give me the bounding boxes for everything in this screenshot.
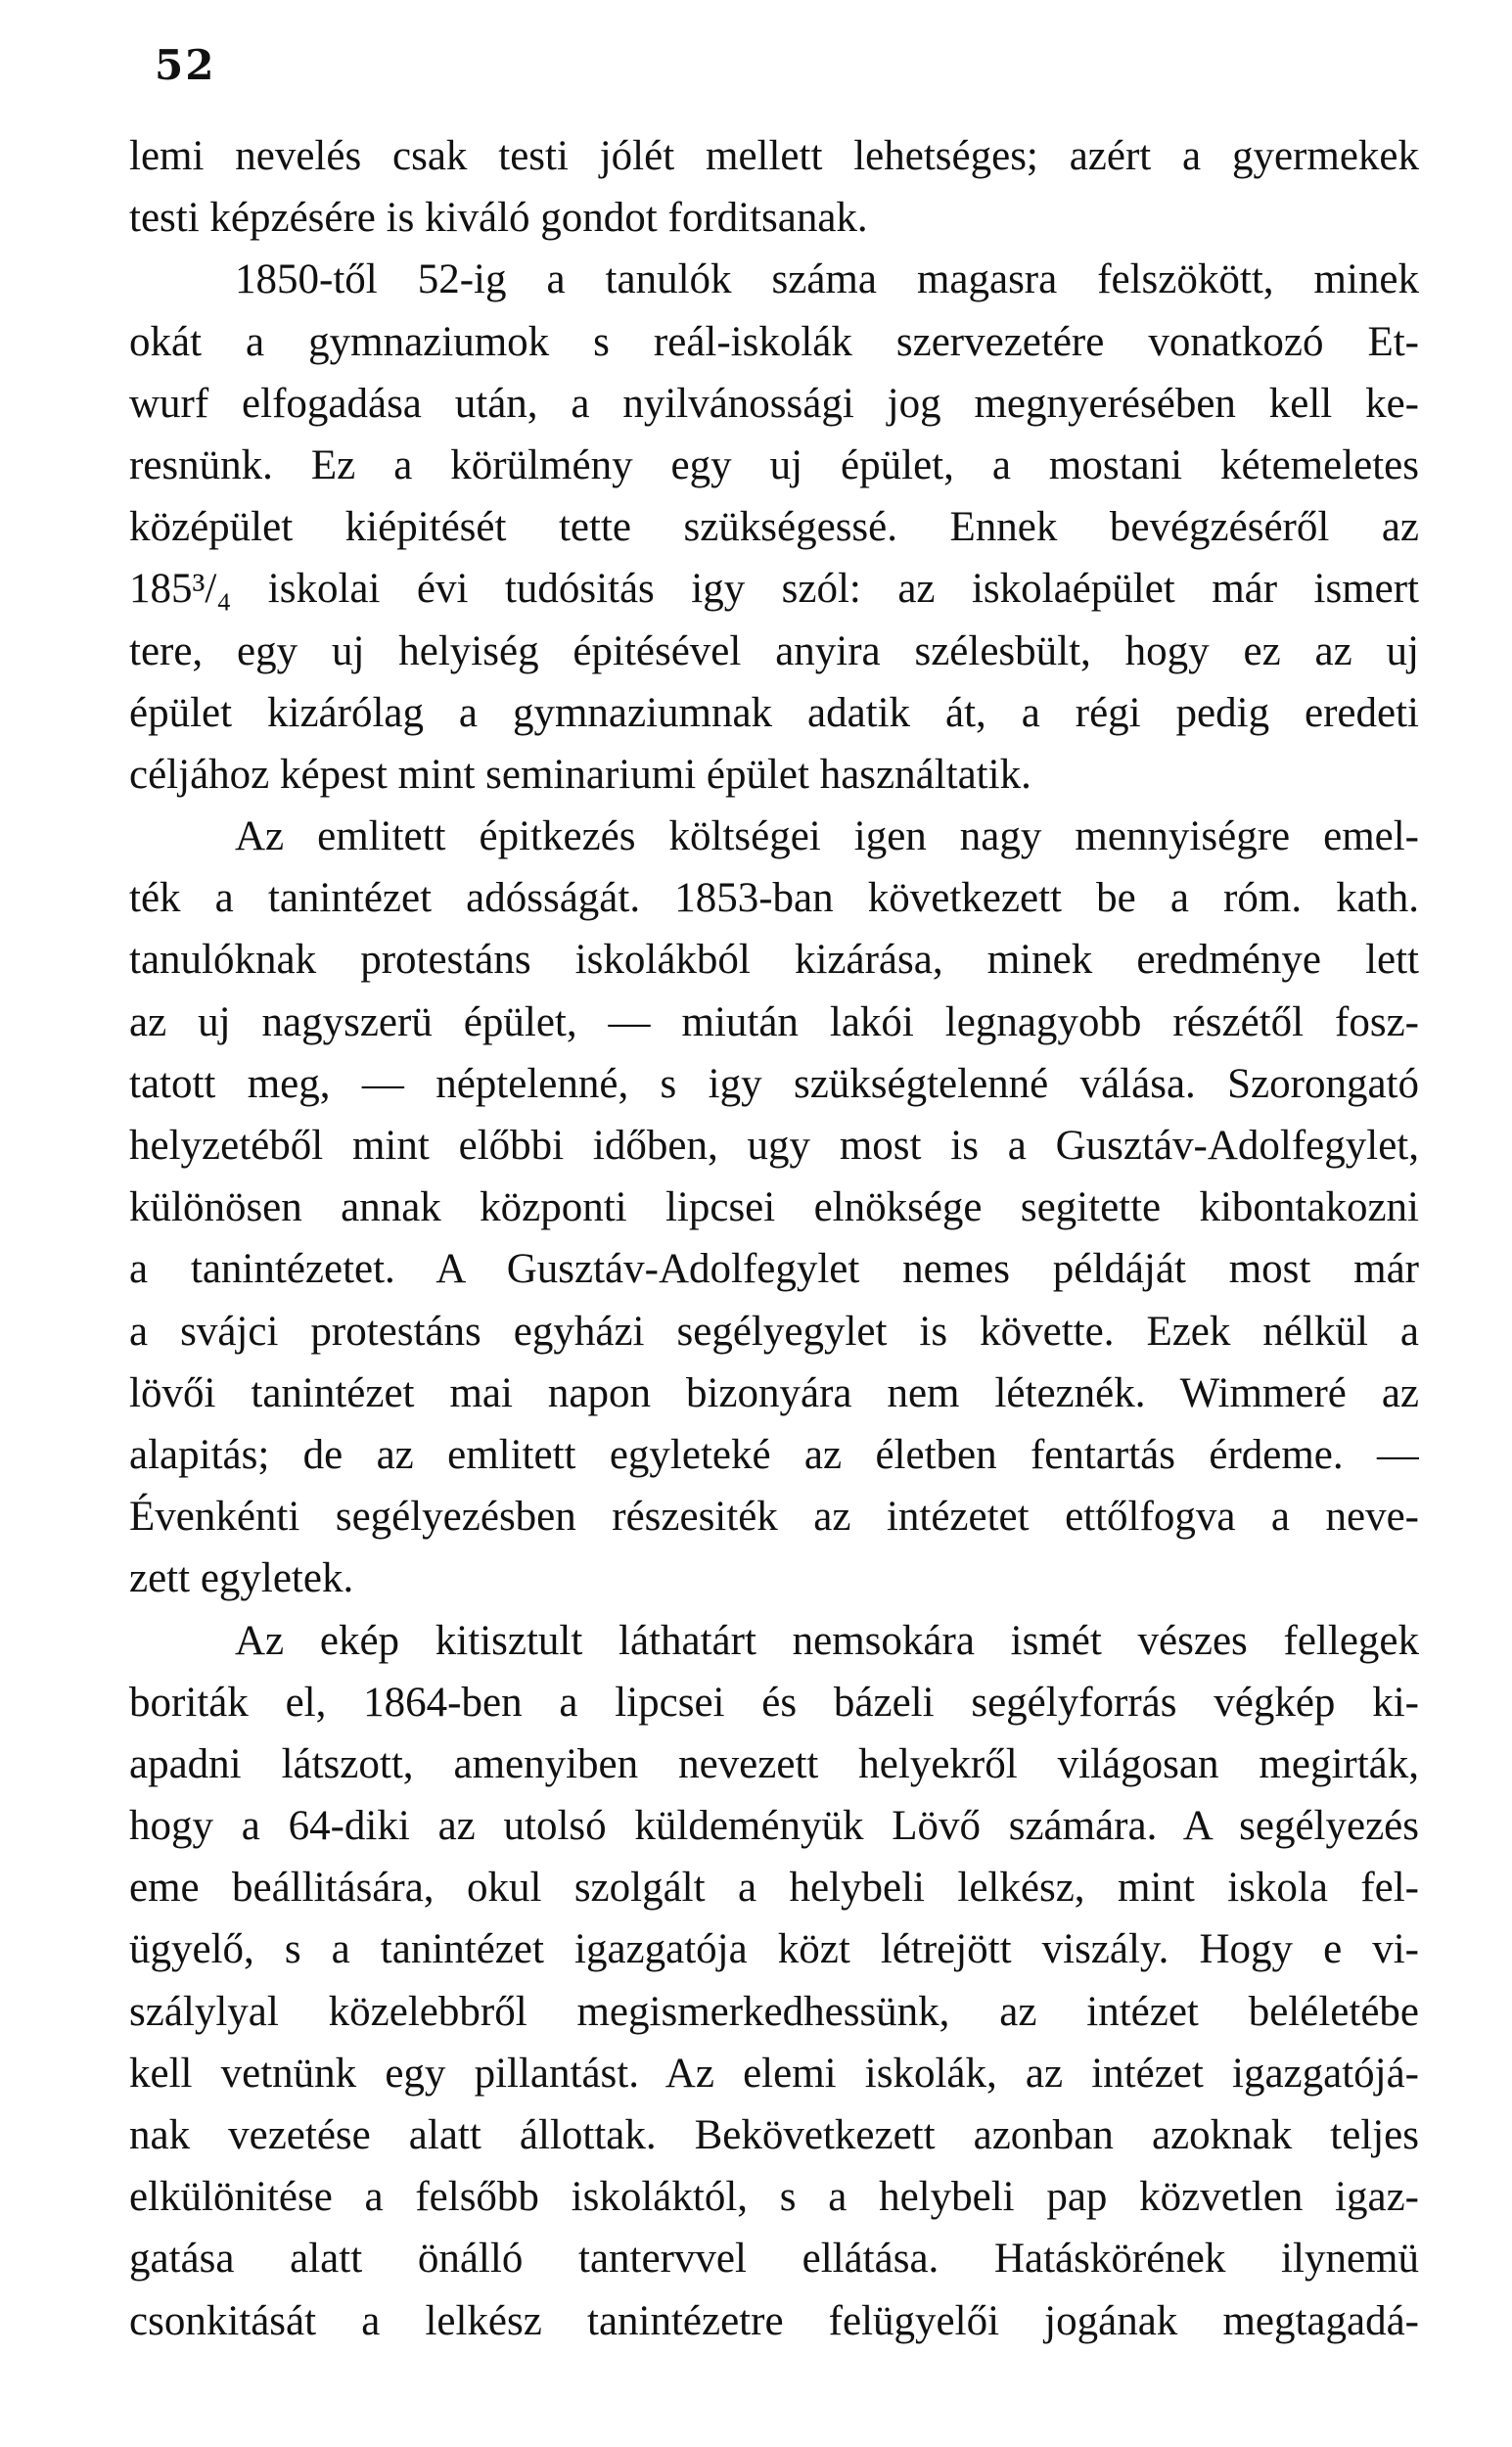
text-line: szálylyal közelebbről megismerkedhessünk, az intézet beléletébe [129,1988,1419,2035]
text-line: hogy a 64-diki az utolsó küldeményük Lövő számára. A segélyezés [129,1803,1419,1850]
text-line: boriták el, 1864-ben a lipcsei és bázeli segélyforrás végkép ki- [129,1679,1419,1726]
text-line: az uj nagyszerü épület, — miután lakói legnagyobb részétől fosz- [129,998,1419,1045]
text-line: csonkitását a lelkész tanintézetre felügyelői jogának megtagadá- [129,2297,1419,2344]
text-line: apadni látszott, amenyiben nevezett helyekről világosan megirták, [129,1740,1419,1787]
text-line: különösen annak központi lipcsei elnöksége segitette kibontakozni [129,1184,1419,1231]
text-line: testi képzésére is kiváló gondot forditsanak. [129,195,868,242]
text-line: eme beállitására, okul szolgált a helybeli lelkész, mint iskola fel- [129,1865,1419,1912]
text-line: Évenkénti segélyezésben részesiték az intézetet ettőlfogva a neve- [129,1494,1419,1541]
text-line: 1850-től 52-ig a tanulók száma magasra felszökött, minek [235,256,1419,303]
text-line: nak vezetése alatt állottak. Bekövetkezett azonban azoknak teljes [129,2112,1419,2158]
text-line: elkülönitése a felsőbb iskoláktól, s a helybeli pap közvetlen igaz- [129,2174,1419,2221]
text-line: céljához képest mint seminariumi épület használtatik. [129,751,1031,798]
text-line: resnünk. Ez a körülmény egy uj épület, a mostani kétemeletes [129,441,1419,488]
text-line: tere, egy uj helyiség épitésével anyira szélesbült, hogy ez az uj [129,627,1419,674]
text-line: tanulóknak protestáns iskolákból kizárása, minek eredménye lett [129,937,1419,984]
text-line: épület kizárólag a gymnaziumnak adatik át, a régi pedig eredeti [129,689,1419,736]
text-line: 185³/₄ iskolai évi tudósitás igy szól: az iskolaépület már ismert [129,566,1419,613]
text-line: gatása alatt önálló tantervvel ellátása. Hatáskörének ilynemü [129,2236,1419,2283]
page-number: 52 [155,41,216,89]
text-line: lemi nevelés csak testi jólét mellett lehetséges; azért a gyermekek [129,133,1419,179]
body-text [129,125,1419,2352]
text-line: a svájci protestáns egyházi segélyegylet is követte. Ezek nélkül a [129,1308,1419,1355]
text-line: helyzetéből mint előbbi időben, ugy most is a Gusztáv-Adolfegylet, [129,1123,1419,1169]
text-line: középület kiépitését tette szükségessé. Ennek bevégzéséről az [129,504,1419,551]
text-line: lövői tanintézet mai napon bizonyára nem léteznék. Wimmeré az [129,1369,1419,1416]
text-line: wurf elfogadása után, a nyilvánossági jog megnyerésében kell ke- [129,380,1419,427]
text-line: ték a tanintézet adósságát. 1853-ban következett be a róm. kath. [129,875,1419,922]
text-line: a tanintézetet. A Gusztáv-Adolfegylet nemes példáját most már [129,1246,1419,1293]
text-line: alapitás; de az emlitett egyleteké az életben fentartás érdeme. — [129,1431,1419,1478]
text-line: tatott meg, — néptelenné, s igy szükségtelenné válása. Szorongató [129,1060,1419,1107]
text-line: ügyelő, s a tanintézet igazgatója közt létrejött viszály. Hogy e vi- [129,1926,1419,1973]
text-line: zett egyletek. [129,1555,354,1602]
text-line: okát a gymnaziumok s reál-iskolák szervezetére vonatkozó Et- [129,318,1419,365]
text-line: kell vetnünk egy pillantást. Az elemi iskolák, az intézet igazgatójá- [129,2050,1419,2097]
text-line: Az emlitett épitkezés költségei igen nagy mennyiségre emel- [235,813,1419,860]
text-line: Az ekép kitisztult láthatárt nemsokára ismét vészes fellegek [235,1617,1419,1664]
